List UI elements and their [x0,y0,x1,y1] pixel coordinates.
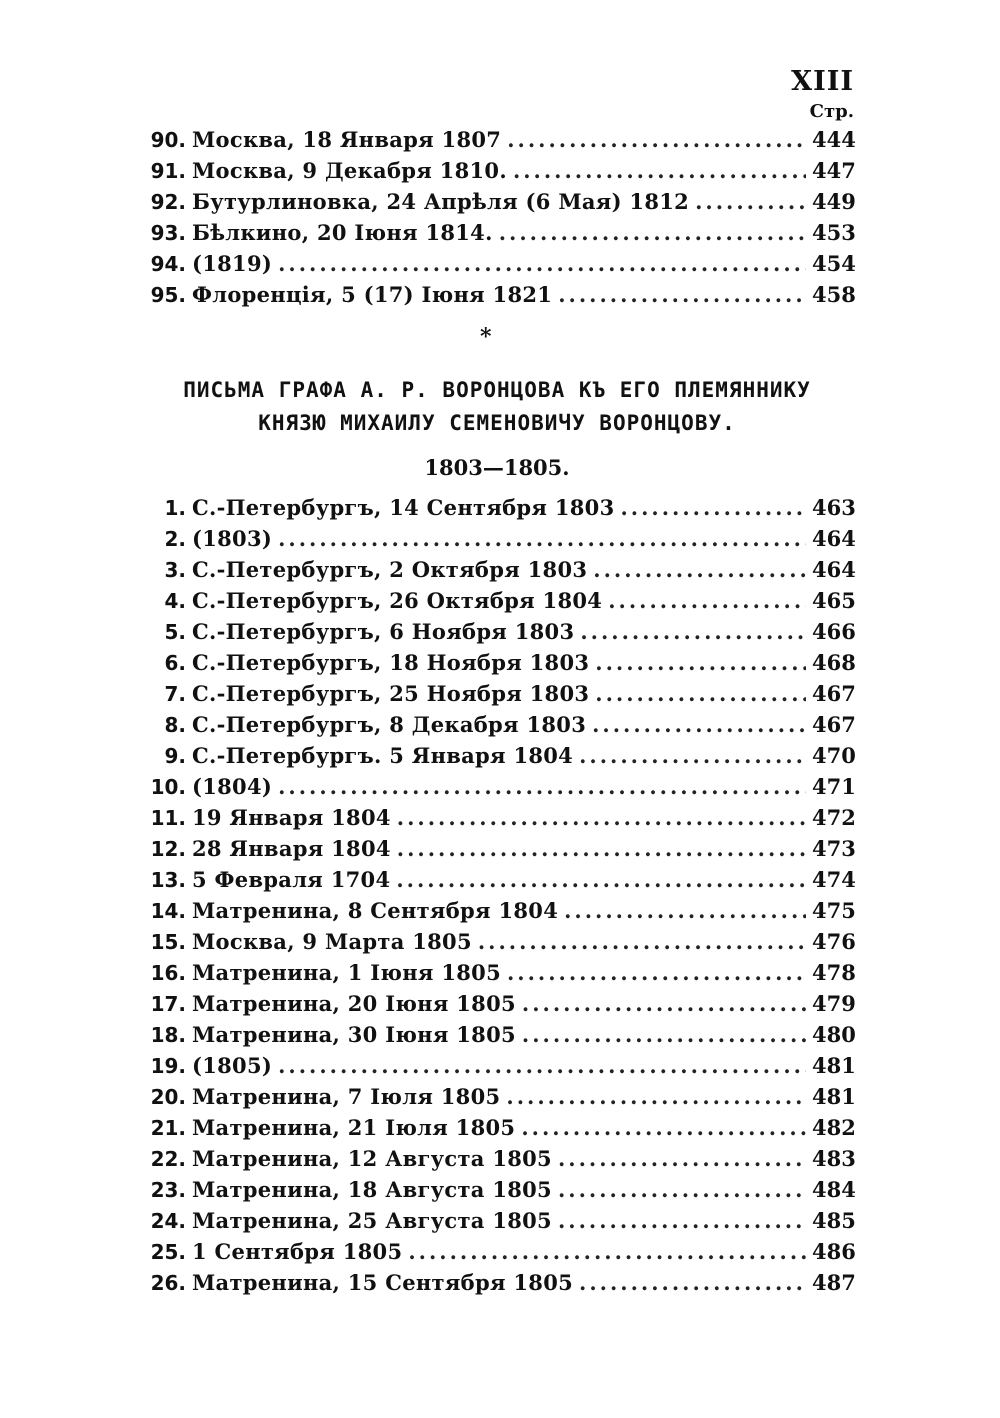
toc-entry-page: 472 [812,805,856,830]
toc-entry-number: 3. [164,558,186,582]
toc-entry-number: 8. [164,713,186,737]
toc-entry [140,1205,854,1236]
toc-entry-number: 93. [150,221,186,245]
toc-entry-title: С.-Петербургъ, 14 Сентября 1803 [192,495,615,520]
dot-leader [507,124,806,155]
toc-entry-number: 95. [150,283,186,307]
toc-entry-title: Матренина, 20 Іюня 1805 [192,991,516,1016]
toc-list-part2 [140,492,854,1298]
toc-entry-number: 22. [150,1147,186,1171]
toc-list-part1 [140,124,854,310]
toc-entry [140,647,854,678]
dot-leader [499,217,806,248]
toc-entry-number: 18. [150,1023,186,1047]
toc-entry [140,1019,854,1050]
dot-leader [396,864,806,895]
toc-entry [140,492,854,523]
toc-entry [140,1081,854,1112]
toc-entry-title: С.-Петербургъ, 26 Октября 1804 [192,588,603,613]
toc-entry-title: Матренина, 8 Сентября 1804 [192,898,559,923]
toc-entry [140,678,854,709]
toc-entry-title: Матренина, 7 Іюля 1805 [192,1084,501,1109]
toc-entry-title: Матренина, 25 Августа 1805 [192,1208,552,1233]
toc-entry-number: 90. [150,128,186,152]
toc-entry-number: 10. [150,775,186,799]
toc-entry-page: 454 [812,251,856,276]
dot-leader [522,988,806,1019]
toc-entry-page: 471 [812,774,856,799]
dot-leader [592,709,806,740]
toc-entry-number: 91. [150,159,186,183]
toc-entry-title: (1804) [192,774,273,799]
dot-leader [580,616,806,647]
toc-entry-page: 478 [812,960,856,985]
toc-entry-number: 19. [150,1054,186,1078]
dot-leader [513,155,806,186]
dot-leader [558,1143,806,1174]
toc-entry-number: 92. [150,190,186,214]
toc-entry-number: 24. [150,1209,186,1233]
toc-entry [140,248,854,279]
toc-entry [140,1174,854,1205]
toc-entry-title: Матренина, 15 Сентября 1805 [192,1270,574,1295]
toc-entry [140,1236,854,1267]
section-years: 1803—1805. [424,455,570,480]
toc-entry-title: Москва, 9 Декабря 1810. [192,158,507,183]
toc-entry [140,585,854,616]
toc-entry-title: Москва, 18 Января 1807 [192,127,502,152]
toc-entry-number: 6. [164,651,186,675]
toc-entry-page: 486 [812,1239,856,1264]
toc-entry-page: 468 [812,650,856,675]
dot-leader [558,279,806,310]
dot-leader [521,1112,806,1143]
toc-entry-page: 447 [812,158,856,183]
toc-entry [140,554,854,585]
toc-entry [140,616,854,647]
toc-entry [140,740,854,771]
toc-entry [140,709,854,740]
toc-entry-page: 487 [812,1270,856,1295]
toc-entry-title: Бутурлиновка, 24 Апрѣля (6 Мая) 1812 [192,189,690,214]
toc-entry-page: 481 [812,1084,856,1109]
toc-entry-number: 5. [164,620,186,644]
dot-leader [695,186,806,217]
toc-entry-title: (1805) [192,1053,273,1078]
toc-entry-page: 449 [812,189,856,214]
toc-entry-page: 458 [812,282,856,307]
toc-entry-number: 20. [150,1085,186,1109]
dot-leader [595,647,806,678]
dot-leader [595,678,806,709]
toc-entry-page: 485 [812,1208,856,1233]
toc-entry-title: Бѣлкино, 20 Іюня 1814. [192,220,493,245]
dot-leader [507,957,806,988]
toc-entry-number: 12. [150,837,186,861]
toc-entry-number: 15. [150,930,186,954]
toc-entry [140,957,854,988]
toc-entry-page: 480 [812,1022,856,1047]
toc-entry-title: Москва, 9 Марта 1805 [192,929,472,954]
toc-entry-title: 19 Января 1804 [192,805,391,830]
page-number: XIII [791,66,854,97]
dot-leader [558,1205,806,1236]
toc-entry-title: Матренина, 18 Августа 1805 [192,1177,552,1202]
toc-entry-page: 479 [812,991,856,1016]
toc-entry-title: (1803) [192,526,273,551]
toc-entry-page: 474 [812,867,856,892]
section-divider-mark: * [480,324,492,350]
toc-entry [140,926,854,957]
section-heading-continued: КНЯЗЮ МИХАИЛУ СЕМЕНОВИЧУ ВОРОНЦОВУ. [258,411,736,435]
toc-entry-title: Матренина, 12 Августа 1805 [192,1146,552,1171]
toc-entry-number: 9. [164,744,186,768]
toc-entry-page: 453 [812,220,856,245]
toc-entry-number: 14. [150,899,186,923]
toc-entry [140,802,854,833]
toc-entry-page: 463 [812,495,856,520]
toc-entry-page: 475 [812,898,856,923]
toc-entry [140,523,854,554]
toc-entry [140,155,854,186]
toc-entry-number: 2. [164,527,186,551]
toc-entry-page: 482 [812,1115,856,1140]
toc-entry-number: 4. [164,589,186,613]
toc-entry [140,1112,854,1143]
toc-entry-page: 464 [812,526,856,551]
toc-entry-title: С.-Петербургъ, 18 Ноября 1803 [192,650,590,675]
dot-leader [278,1050,806,1081]
toc-entry-page: 481 [812,1053,856,1078]
dot-leader [558,1174,806,1205]
dot-leader [621,492,807,523]
toc-entry-title: 5 Февраля 1704 [192,867,391,892]
toc-entry-title: С.-Петербургъ, 8 Декабря 1803 [192,712,587,737]
dot-leader [608,585,806,616]
toc-entry [140,895,854,926]
toc-entry-number: 17. [150,992,186,1016]
dot-leader [408,1236,806,1267]
toc-entry-number: 26. [150,1271,186,1295]
dot-leader [278,248,806,279]
toc-entry-title: С.-Петербургъ, 6 Ноября 1803 [192,619,575,644]
dot-leader [278,771,806,802]
toc-entry [140,186,854,217]
toc-entry-page: 466 [812,619,856,644]
toc-entry-number: 94. [150,252,186,276]
dot-leader [397,802,806,833]
dot-leader [564,895,806,926]
toc-entry-number: 7. [164,682,186,706]
toc-entry [140,864,854,895]
toc-entry-title: 1 Сентября 1805 [192,1239,403,1264]
toc-entry-title: С.-Петербургъ, 2 Октября 1803 [192,557,588,582]
toc-entry-page: 467 [812,712,856,737]
toc-entry [140,217,854,248]
dot-leader [506,1081,806,1112]
toc-entry-page: 470 [812,743,856,768]
dot-leader [397,833,806,864]
dot-leader [278,523,806,554]
toc-entry-number: 1. [164,496,186,520]
toc-entry-number: 11. [150,806,186,830]
toc-entry-title: Матренина, 30 Іюня 1805 [192,1022,516,1047]
toc-entry [140,833,854,864]
toc-entry-title: Матренина, 21 Іюля 1805 [192,1115,516,1140]
toc-entry-page: 464 [812,557,856,582]
dot-leader [478,926,806,957]
toc-entry-title: С.-Петербургъ, 25 Ноября 1803 [192,681,590,706]
toc-entry-title: Флоренція, 5 (17) Іюня 1821 [192,282,553,307]
dot-leader [579,740,806,771]
toc-entry-page: 484 [812,1177,856,1202]
toc-entry [140,771,854,802]
toc-entry-page: 465 [812,588,856,613]
toc-entry-number: 21. [150,1116,186,1140]
toc-entry-page: 444 [812,127,856,152]
toc-entry [140,1050,854,1081]
toc-entry-number: 25. [150,1240,186,1264]
toc-entry [140,1267,854,1298]
toc-entry-number: 23. [150,1178,186,1202]
dot-leader [579,1267,806,1298]
page-column-label: Стр. [809,101,854,122]
toc-entry-page: 476 [812,929,856,954]
toc-entry-title: (1819) [192,251,273,276]
toc-entry-title: Матренина, 1 Іюня 1805 [192,960,501,985]
toc-entry-page: 473 [812,836,856,861]
toc-entry [140,988,854,1019]
toc-entry-page: 483 [812,1146,856,1171]
toc-entry-number: 13. [150,868,186,892]
toc-entry-number: 16. [150,961,186,985]
toc-entry-title: С.-Петербургъ. 5 Января 1804 [192,743,574,768]
toc-entry-page: 467 [812,681,856,706]
section-heading: ПИСЬМА ГРАФА А. Р. ВОРОНЦОВА КЪ ЕГО ПЛЕМЯННИКУ [183,378,811,402]
toc-entry [140,124,854,155]
dot-leader [593,554,806,585]
dot-leader [522,1019,806,1050]
toc-entry [140,1143,854,1174]
toc-entry [140,279,854,310]
toc-entry-title: 28 Января 1804 [192,836,391,861]
